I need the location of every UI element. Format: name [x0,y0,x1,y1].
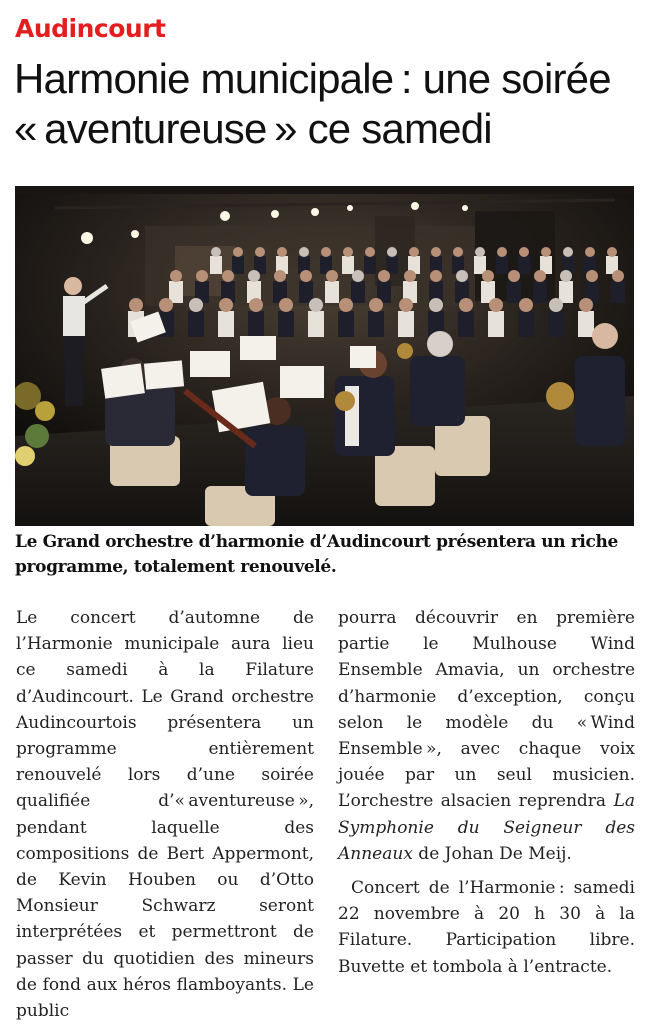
musician-body [518,256,530,274]
musician-head [459,298,473,312]
musician-body [278,311,294,337]
musician-head [585,247,595,257]
musician-body [248,311,264,337]
work-title: La Symphonie du Seigneur des Anneaux [338,791,635,864]
musician-head [309,298,323,312]
musician-head [339,298,353,312]
musician-head [489,298,503,312]
musician-head [519,298,533,312]
musician-head [586,270,598,282]
photo-caption: Le Grand orchestre d’harmonie d’Audincourt présentera un riche programme, totalement renouvelé. [15,532,618,577]
musician-head [159,298,173,312]
musician-head [475,247,485,257]
musician-body [474,256,486,274]
musician-head [429,298,443,312]
musician-head [369,298,383,312]
musician-head [196,270,208,282]
musician-body [548,311,564,337]
musician-body [338,311,354,337]
musician-head [274,270,286,282]
musician-head [170,270,182,282]
section-kicker: Audincourt [15,14,166,43]
musician-head [453,247,463,257]
musician-body [308,311,324,337]
musician-head [352,270,364,282]
musician-head [378,270,390,282]
musician-head [430,270,442,282]
musician-body [496,256,508,274]
musician-head [549,298,563,312]
musician-body [559,281,573,303]
musician-body [364,256,376,274]
article-photo [15,186,634,526]
musician-head [343,247,353,257]
musician-body [386,256,398,274]
musician-head [299,247,309,257]
musician-body [299,281,313,303]
musician-head [560,270,572,282]
musician-body [325,281,339,303]
musician-body [210,256,222,274]
orchestra-photo-illustration [15,186,634,526]
musician-head [219,298,233,312]
musician-body [611,281,625,303]
musician-body [368,311,384,337]
musician-head [404,270,416,282]
musician-body [188,311,204,337]
musician-body [578,311,594,337]
musician-head [508,270,520,282]
musician-head [534,270,546,282]
musician-head [579,298,593,312]
musician-head [365,247,375,257]
musician-body [518,311,534,337]
musician-head [222,270,234,282]
musician-head [607,247,617,257]
musician-head [409,247,419,257]
musician-head [248,270,260,282]
musician-head [482,270,494,282]
musician-head [519,247,529,257]
article-body-column-right [338,605,635,980]
musician-body [458,311,474,337]
musician-head [497,247,507,257]
body-text: de Johan De Meij. [412,843,572,864]
musician-head [255,247,265,257]
body-text: pourra découvrir en première partie le Mulhouse Wind Ensemble Amavia, un orchestre d’harmonie d’exception, conçu selon le modèle du « Wind Ensemble », avec chaque voix jouée par un seul musicien. L’orchestre alsacien reprendra [338,608,635,812]
musician-body [488,311,504,337]
practical-info-paragraph: Concert de l’Harmonie : samedi 22 novembre à 20 h 30 à la Filature. Participation libre. Buvette et tombola à l’entracte. [338,878,635,977]
musician-head [211,247,221,257]
musician-body [218,311,234,337]
musician-body [342,256,354,274]
musician-head [321,247,331,257]
musician-head [279,298,293,312]
body-paragraph: Le concert d’automne de l’Harmonie municipale aura lieu ce samedi à la Filature d’Audincourt. Le Grand orchestre Audincourtois présentera un programme entièrement renouvelé lors d’une soirée qualifiée d’« aventureuse », pendant laquelle des compositions de Bert Appermont, de Kevin Houben ou d’Otto Monsieur Schwarz seront interprétées et permettront de passer du quotidien des mineurs de fond aux héros flamboyants. Le public [16,608,314,1022]
musician-head [129,298,143,312]
musician-body [351,281,365,303]
body-paragraph [338,605,635,867]
musician-body [533,281,547,303]
article-headline: Harmonie municipale : une soirée « aventureuse » ce samedi [14,55,611,152]
musician-head [189,298,203,312]
musician-head [399,298,413,312]
musician-head [612,270,624,282]
musician-body [169,281,183,303]
musician-head [431,247,441,257]
article-body-column-left [16,605,314,1024]
musician-head [456,270,468,282]
musician-head [541,247,551,257]
musician-body [232,256,244,274]
musician-body [398,311,414,337]
musician-head [249,298,263,312]
musician-head [277,247,287,257]
musician-head [300,270,312,282]
musician-head [326,270,338,282]
musician-body [507,281,521,303]
musician-head [233,247,243,257]
musician-head [563,247,573,257]
musician-head [387,247,397,257]
